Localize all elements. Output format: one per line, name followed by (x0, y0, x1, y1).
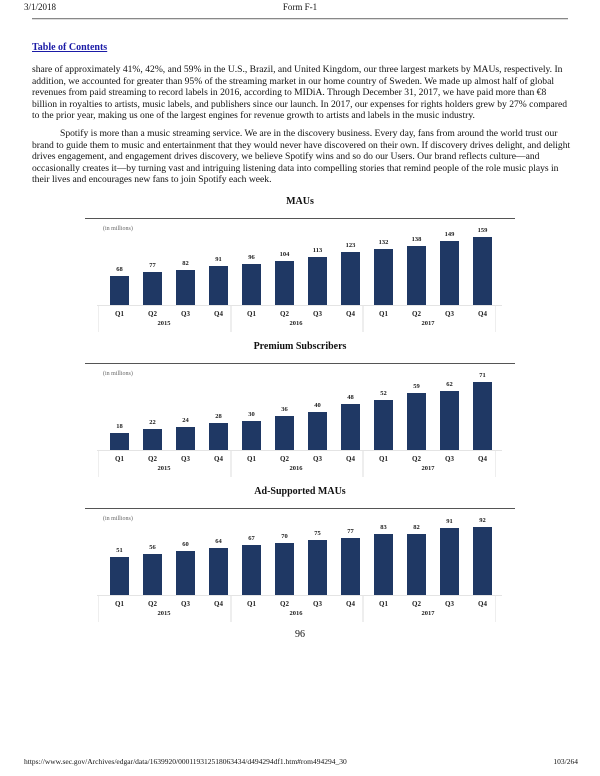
bar-value-label: 62 (446, 381, 453, 388)
bar-value-label: 40 (314, 402, 321, 409)
bar-value-label: 68 (116, 266, 123, 273)
year-label: 2017 (421, 320, 435, 327)
units-label: (in millions) (103, 371, 133, 377)
quarter-label: Q4 (346, 310, 355, 318)
bar-value-label: 71 (479, 372, 486, 379)
chart-top-rule (85, 363, 515, 364)
bar (440, 391, 459, 450)
bar (473, 237, 492, 305)
quarter-label: Q2 (280, 310, 289, 318)
bar (275, 543, 294, 595)
bar-value-label: 70 (281, 533, 288, 540)
footer-url: https://www.sec.gov/Archives/edgar/data/1639920/000119312518063434/d494294df1.htm#rom494294_30 (24, 757, 347, 766)
year-group-box (362, 451, 496, 477)
bar-value-label: 113 (312, 247, 323, 254)
year-label: 2016 (289, 320, 303, 327)
bar (242, 421, 261, 450)
bar-value-label: 92 (479, 517, 486, 524)
chart-title: Premium Subscribers (253, 341, 347, 352)
quarter-label: Q3 (181, 600, 190, 608)
quarter-label: Q4 (214, 455, 223, 463)
bar (308, 540, 327, 595)
header-date: 3/1/2018 (24, 2, 57, 12)
bar (374, 400, 393, 450)
quarter-label: Q3 (445, 310, 454, 318)
bar-value-label: 56 (149, 544, 156, 551)
chart-premium-subscribers (85, 341, 515, 479)
quarter-label: Q2 (280, 455, 289, 463)
bar-value-label: 132 (378, 239, 389, 246)
bar-value-label: 82 (413, 524, 420, 531)
quarter-label: Q3 (181, 455, 190, 463)
bar (308, 412, 327, 450)
units-label: (in millions) (103, 226, 133, 232)
chart-ad-supported-maus (85, 486, 515, 624)
year-label: 2015 (157, 610, 171, 617)
quarter-label: Q2 (412, 455, 421, 463)
bar (440, 528, 459, 595)
chart-top-rule (85, 218, 515, 219)
bar-value-label: 28 (215, 413, 222, 420)
quarter-label: Q3 (313, 600, 322, 608)
bar (407, 534, 426, 595)
quarter-label: Q1 (379, 455, 388, 463)
quarter-label: Q2 (280, 600, 289, 608)
footer-page-count: 103/264 (553, 757, 578, 766)
bar (341, 252, 360, 305)
bar-value-label: 91 (446, 518, 453, 525)
table-of-contents-link[interactable]: Table of Contents (32, 42, 108, 53)
bar-value-label: 82 (182, 260, 189, 267)
bar-value-label: 36 (281, 406, 288, 413)
units-label: (in millions) (103, 516, 133, 522)
quarter-label: Q1 (379, 310, 388, 318)
year-label: 2015 (157, 465, 171, 472)
bar-value-label: 60 (182, 541, 189, 548)
bar (110, 276, 129, 305)
bar-value-label: 75 (314, 530, 321, 537)
page-number: 96 (295, 629, 305, 640)
quarter-label: Q4 (478, 455, 487, 463)
bar-value-label: 22 (149, 419, 156, 426)
quarter-label: Q3 (181, 310, 190, 318)
year-label: 2016 (289, 465, 303, 472)
bar (209, 548, 228, 595)
bar (110, 557, 129, 595)
bar (143, 429, 162, 450)
quarter-label: Q3 (313, 310, 322, 318)
quarter-label: Q4 (346, 455, 355, 463)
bar (374, 534, 393, 595)
quarter-label: Q2 (412, 310, 421, 318)
bar (242, 545, 261, 595)
quarter-label: Q1 (379, 600, 388, 608)
bar (407, 246, 426, 305)
quarter-label: Q1 (247, 310, 256, 318)
bar-value-label: 123 (345, 242, 356, 249)
quarter-label: Q2 (148, 455, 157, 463)
bar (473, 527, 492, 595)
year-label: 2015 (157, 320, 171, 327)
bar-value-label: 30 (248, 411, 255, 418)
year-group-box (230, 451, 364, 477)
quarter-label: Q1 (115, 455, 124, 463)
paragraph-market-share: share of approximately 41%, 42%, and 59% in the U.S., Brazil, and United Kingdom, our three largest markets by MAUs, respectively. In addition, we accounted for greater than 95% of the streaming market in our home country of Sweden. We made up almost half of global revenues from paid streaming to record labels in 2016, according to MIDiA. Through December 31, 2017, we have paid more than €8 billion in royalties to artists, music labels, and publishers since our launch. In 2017, our expenses for rights holders grew by 27% compared to the prior year, making us one of the largest engines for revenue growth to artists and labels in the music industry. (32, 64, 568, 122)
bar (341, 538, 360, 595)
quarter-label: Q4 (214, 600, 223, 608)
quarter-label: Q4 (478, 600, 487, 608)
chart-title: Ad-Supported MAUs (254, 486, 346, 497)
quarter-label: Q1 (115, 310, 124, 318)
header-title: Form F-1 (282, 2, 318, 12)
bar (275, 416, 294, 450)
header-rule (32, 18, 568, 20)
bar-value-label: 91 (215, 256, 222, 263)
bar-value-label: 59 (413, 383, 420, 390)
bar (374, 249, 393, 305)
bar-value-label: 149 (444, 231, 455, 238)
bar-value-label: 48 (347, 394, 354, 401)
quarter-label: Q2 (412, 600, 421, 608)
bar (176, 270, 195, 305)
bar (209, 266, 228, 305)
quarter-label: Q3 (445, 600, 454, 608)
bar (110, 433, 129, 450)
year-group-box (362, 596, 496, 622)
year-group-box (362, 306, 496, 332)
bar-value-label: 64 (215, 538, 222, 545)
bar (473, 382, 492, 450)
year-group-box (230, 306, 364, 332)
year-label: 2016 (289, 610, 303, 617)
quarter-label: Q4 (346, 600, 355, 608)
year-label: 2017 (421, 610, 435, 617)
bar-value-label: 138 (411, 236, 422, 243)
bar-value-label: 96 (248, 254, 255, 261)
bar (242, 264, 261, 305)
paragraph-discovery-text: Spotify is more than a music streaming service. We are in the discovery business. Every day, fans from around the world trust our brand to guide them to music and entertainment that they would never have discovered on their own. If discovery drives delight, and delight drives engagement, and engagement drives discovery, we believe Spotify wins and so do our Users. Our brand reflects culture—and occasionally creates it—by turning vast and intriguing listening data into compelling stories that remind people of the role music plays in their lives and encourages new fans to join Spotify each week. (32, 128, 571, 186)
quarter-label: Q2 (148, 600, 157, 608)
bar (209, 423, 228, 450)
quarter-label: Q4 (478, 310, 487, 318)
quarter-label: Q1 (247, 600, 256, 608)
bar-value-label: 83 (380, 524, 387, 531)
bar-value-label: 51 (116, 547, 123, 554)
quarter-label: Q1 (247, 455, 256, 463)
chart-maus (85, 196, 515, 334)
quarter-label: Q3 (313, 455, 322, 463)
bar (143, 554, 162, 595)
chart-top-rule (85, 508, 515, 509)
paragraph-discovery (32, 128, 572, 186)
bar-value-label: 18 (116, 423, 123, 430)
bar (440, 241, 459, 305)
year-label: 2017 (421, 465, 435, 472)
year-group-box (98, 451, 232, 477)
year-group-box (230, 596, 364, 622)
bar-value-label: 77 (149, 262, 156, 269)
quarter-label: Q2 (148, 310, 157, 318)
year-group-box (98, 306, 232, 332)
quarter-label: Q4 (214, 310, 223, 318)
bar-value-label: 24 (182, 417, 189, 424)
bar-value-label: 159 (477, 227, 488, 234)
bar (308, 257, 327, 305)
bar-value-label: 77 (347, 528, 354, 535)
bar-value-label: 104 (279, 251, 290, 258)
bar (407, 393, 426, 450)
quarter-label: Q1 (115, 600, 124, 608)
bar-value-label: 52 (380, 390, 387, 397)
bar (341, 404, 360, 450)
bar (176, 427, 195, 450)
year-group-box (98, 596, 232, 622)
bar (143, 272, 162, 305)
bar (275, 261, 294, 305)
quarter-label: Q3 (445, 455, 454, 463)
bar (176, 551, 195, 595)
chart-title: MAUs (286, 196, 314, 207)
bar-value-label: 67 (248, 535, 255, 542)
